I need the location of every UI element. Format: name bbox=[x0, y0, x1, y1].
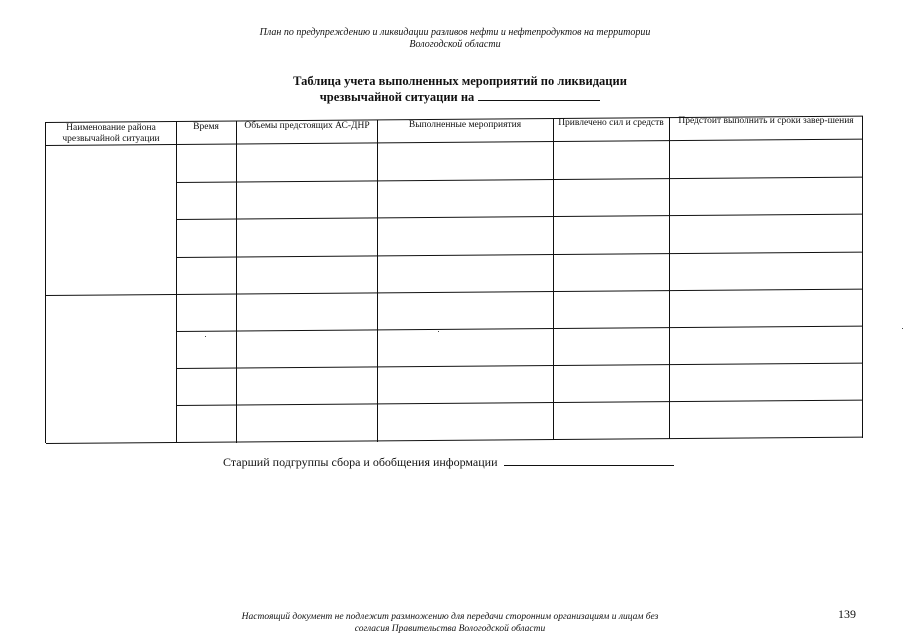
scan-speck bbox=[205, 336, 206, 337]
column-header-completed-actions: Выполненные мероприятия bbox=[408, 120, 522, 130]
table-border-bottom bbox=[46, 437, 863, 444]
table-column-divider bbox=[553, 118, 554, 440]
title-line-2 bbox=[230, 89, 690, 105]
table-title bbox=[230, 74, 690, 105]
footer-line-1: Настоящий документ не подлежит размножению для передачи сторонним организациям и лицам без bbox=[241, 612, 659, 622]
table-row-divider bbox=[176, 400, 862, 406]
signature-blank-field bbox=[504, 455, 674, 466]
table-border-right bbox=[862, 116, 863, 438]
column-header-planned-volumes: Объемы предстоящих АС-ДНР bbox=[244, 121, 370, 131]
signature-line bbox=[223, 455, 674, 469]
document-header bbox=[190, 27, 720, 51]
table-column-divider bbox=[377, 120, 378, 442]
column-header-district: Наименование района чрезвычайной ситуации bbox=[62, 123, 160, 144]
table-row-divider bbox=[176, 363, 862, 369]
column-header-forces-involved: Привлечено сил и средств bbox=[558, 118, 664, 128]
table-border-left bbox=[45, 122, 46, 443]
date-blank-field bbox=[478, 89, 600, 101]
document-footer bbox=[180, 611, 720, 635]
page-number: 139 bbox=[838, 607, 856, 621]
scan-speck bbox=[902, 328, 903, 329]
scan-speck bbox=[438, 331, 439, 332]
footer-line-2: согласия Правительства Вологодской области bbox=[354, 624, 546, 634]
column-header-time: Время bbox=[193, 122, 219, 132]
table-column-divider bbox=[236, 121, 237, 443]
title-line-1: Таблица учета выполненных мероприятий по ликвидации bbox=[293, 74, 627, 88]
table-row-divider bbox=[176, 214, 862, 220]
table-group-divider bbox=[45, 289, 863, 296]
table-row-divider bbox=[176, 177, 862, 183]
title-line-2-text: чрезвычайной ситуации на bbox=[319, 90, 475, 104]
table-row-divider bbox=[176, 252, 862, 258]
header-line-1: План по предупреждению и ликвидации разливов нефти и нефтепродуктов на территории bbox=[259, 27, 651, 38]
table-row-divider bbox=[176, 326, 862, 332]
column-header-remaining-deadlines: Предстоит выполнить и сроки завер-шения bbox=[678, 116, 854, 126]
table-column-divider bbox=[176, 121, 177, 443]
header-line-2: Вологодской области bbox=[409, 39, 501, 50]
signature-label: Старший подгруппы сбора и обобщения информации bbox=[223, 455, 498, 469]
table-column-divider bbox=[669, 117, 670, 439]
